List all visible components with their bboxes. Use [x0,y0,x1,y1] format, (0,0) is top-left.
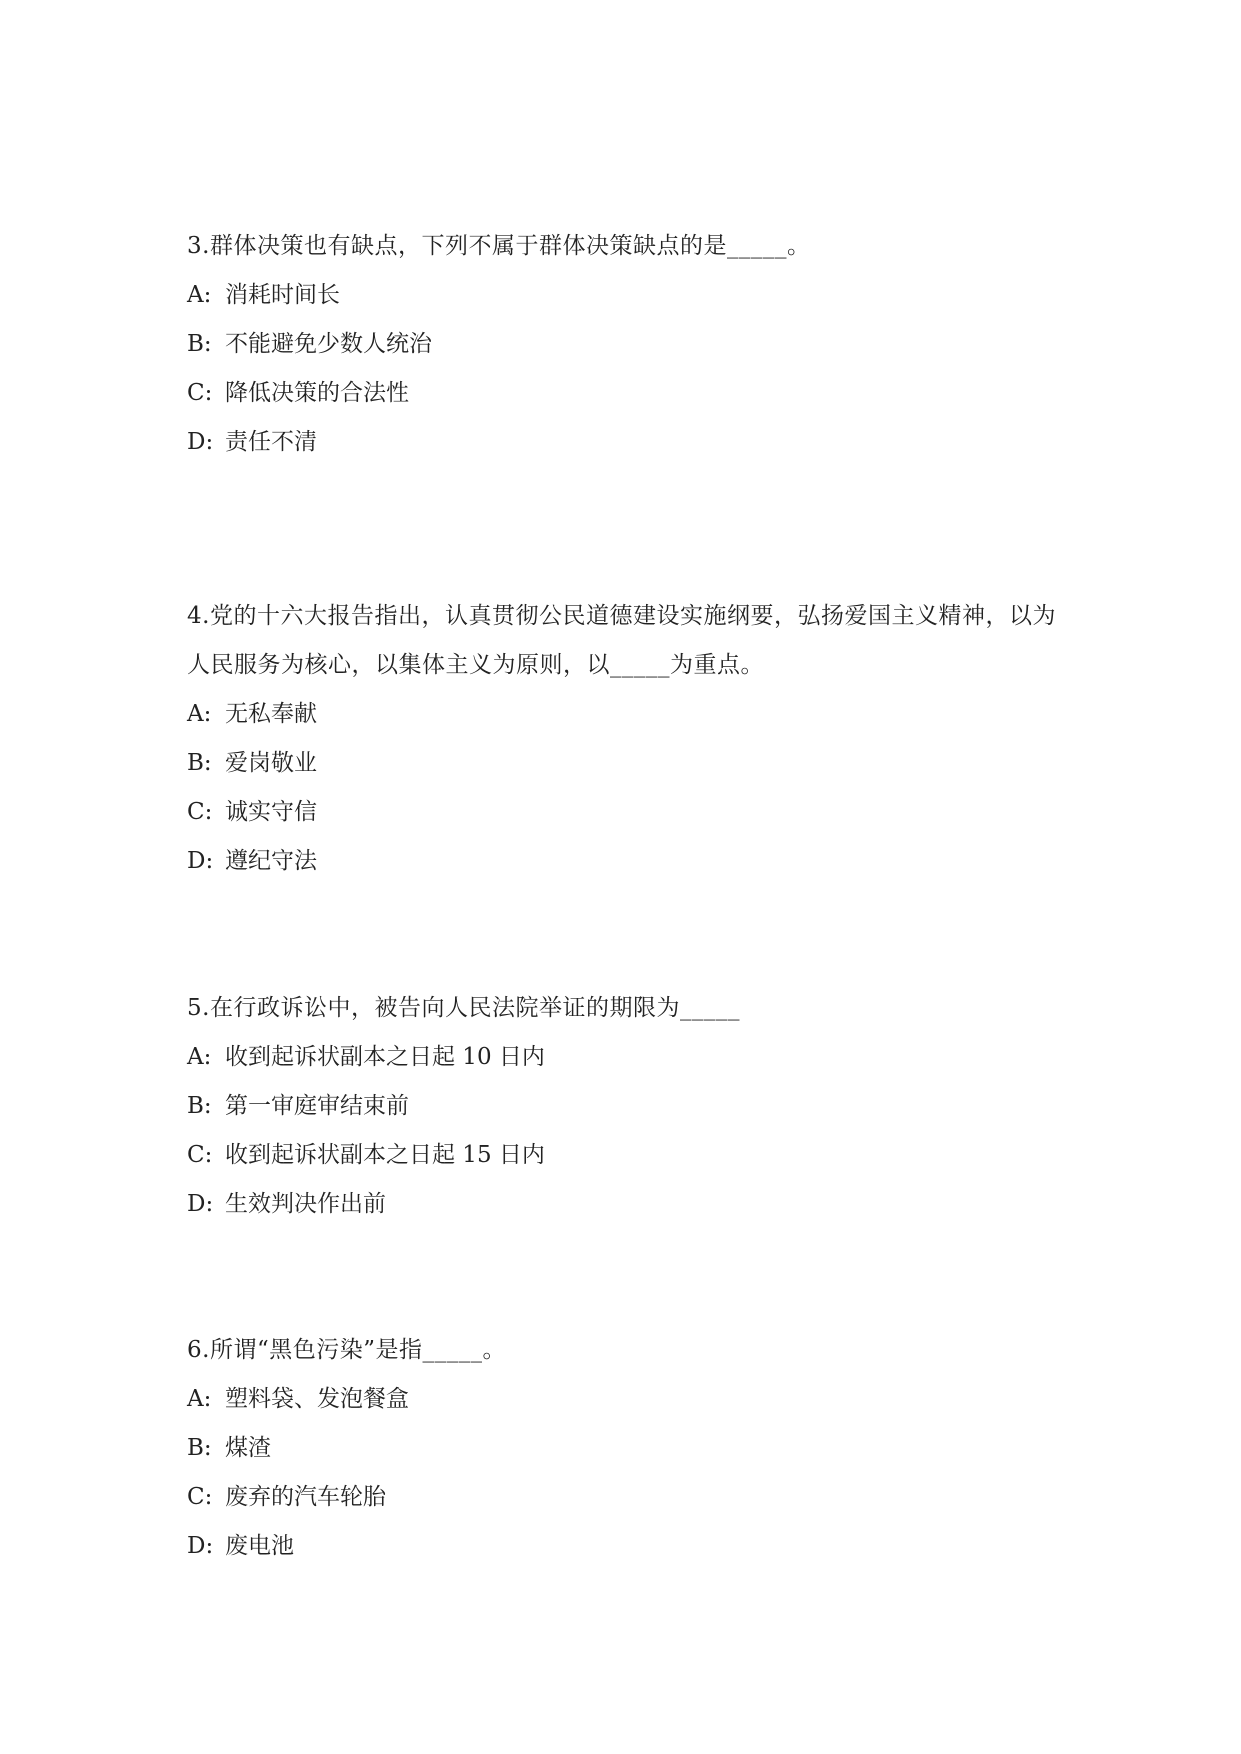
option-b [187,1082,1067,1131]
option-d [187,1180,1067,1229]
option-key: D: [187,848,214,874]
option-text: 第一审庭审结束前 [225,1093,409,1119]
option-a [187,1375,1067,1424]
option-c [187,788,1067,837]
option-key: C: [187,1142,213,1168]
option-text: 生效判决作出前 [225,1191,386,1217]
question-stem: 3.群体决策也有缺点，下列不属于群体决策缺点的是_____。 [187,233,811,259]
option-text: 降低决策的合法性 [225,380,409,406]
option-text: 收到起诉状副本之日起 15 日内 [225,1142,545,1168]
option-key: B: [187,331,212,357]
option-key: A: [187,282,212,308]
option-key: D: [187,429,214,455]
option-text: 遵纪守法 [225,848,317,874]
option-a [187,1033,1067,1082]
question-3 [187,222,1067,467]
option-c [187,1473,1067,1522]
question-5 [187,984,1067,1229]
option-list [187,271,1067,467]
option-text: 废弃的汽车轮胎 [225,1484,386,1510]
question-stem: 6.所谓“黑色污染”是指_____。 [187,1337,506,1363]
option-key: D: [187,1533,214,1559]
option-text: 不能避免少数人统治 [225,331,432,357]
option-list [187,690,1067,886]
option-text: 煤渣 [225,1435,271,1461]
option-list [187,1375,1067,1571]
option-c [187,369,1067,418]
option-a [187,271,1067,320]
option-key: A: [187,701,212,727]
option-key: C: [187,380,213,406]
option-list [187,1033,1067,1229]
option-d [187,418,1067,467]
option-text: 无私奉献 [225,701,317,727]
option-b [187,320,1067,369]
option-c [187,1131,1067,1180]
question-6 [187,1326,1067,1571]
option-text: 塑料袋、发泡餐盒 [225,1386,409,1412]
option-key: C: [187,1484,213,1510]
option-key: D: [187,1191,214,1217]
option-b [187,739,1067,788]
option-key: B: [187,750,212,776]
option-text: 诚实守信 [225,799,317,825]
option-key: A: [187,1386,212,1412]
option-d [187,1522,1067,1571]
option-key: C: [187,799,213,825]
question-stem: 5.在行政诉讼中，被告向人民法院举证的期限为_____ [187,995,740,1021]
option-text: 消耗时间长 [225,282,340,308]
question-stem: 4.党的十六大报告指出，认真贯彻公民道德建设实施纲要，弘扬爱国主义精神，以为人民服务为核心，以集体主义为原则，以_____为重点。 [187,603,1056,678]
option-a [187,690,1067,739]
option-text: 收到起诉状副本之日起 10 日内 [225,1044,545,1070]
option-key: A: [187,1044,212,1070]
option-key: B: [187,1093,212,1119]
option-b [187,1424,1067,1473]
question-4 [187,592,1067,886]
option-text: 爱岗敬业 [225,750,317,776]
option-text: 责任不清 [225,429,317,455]
option-key: B: [187,1435,212,1461]
option-text: 废电池 [225,1533,294,1559]
option-d [187,837,1067,886]
